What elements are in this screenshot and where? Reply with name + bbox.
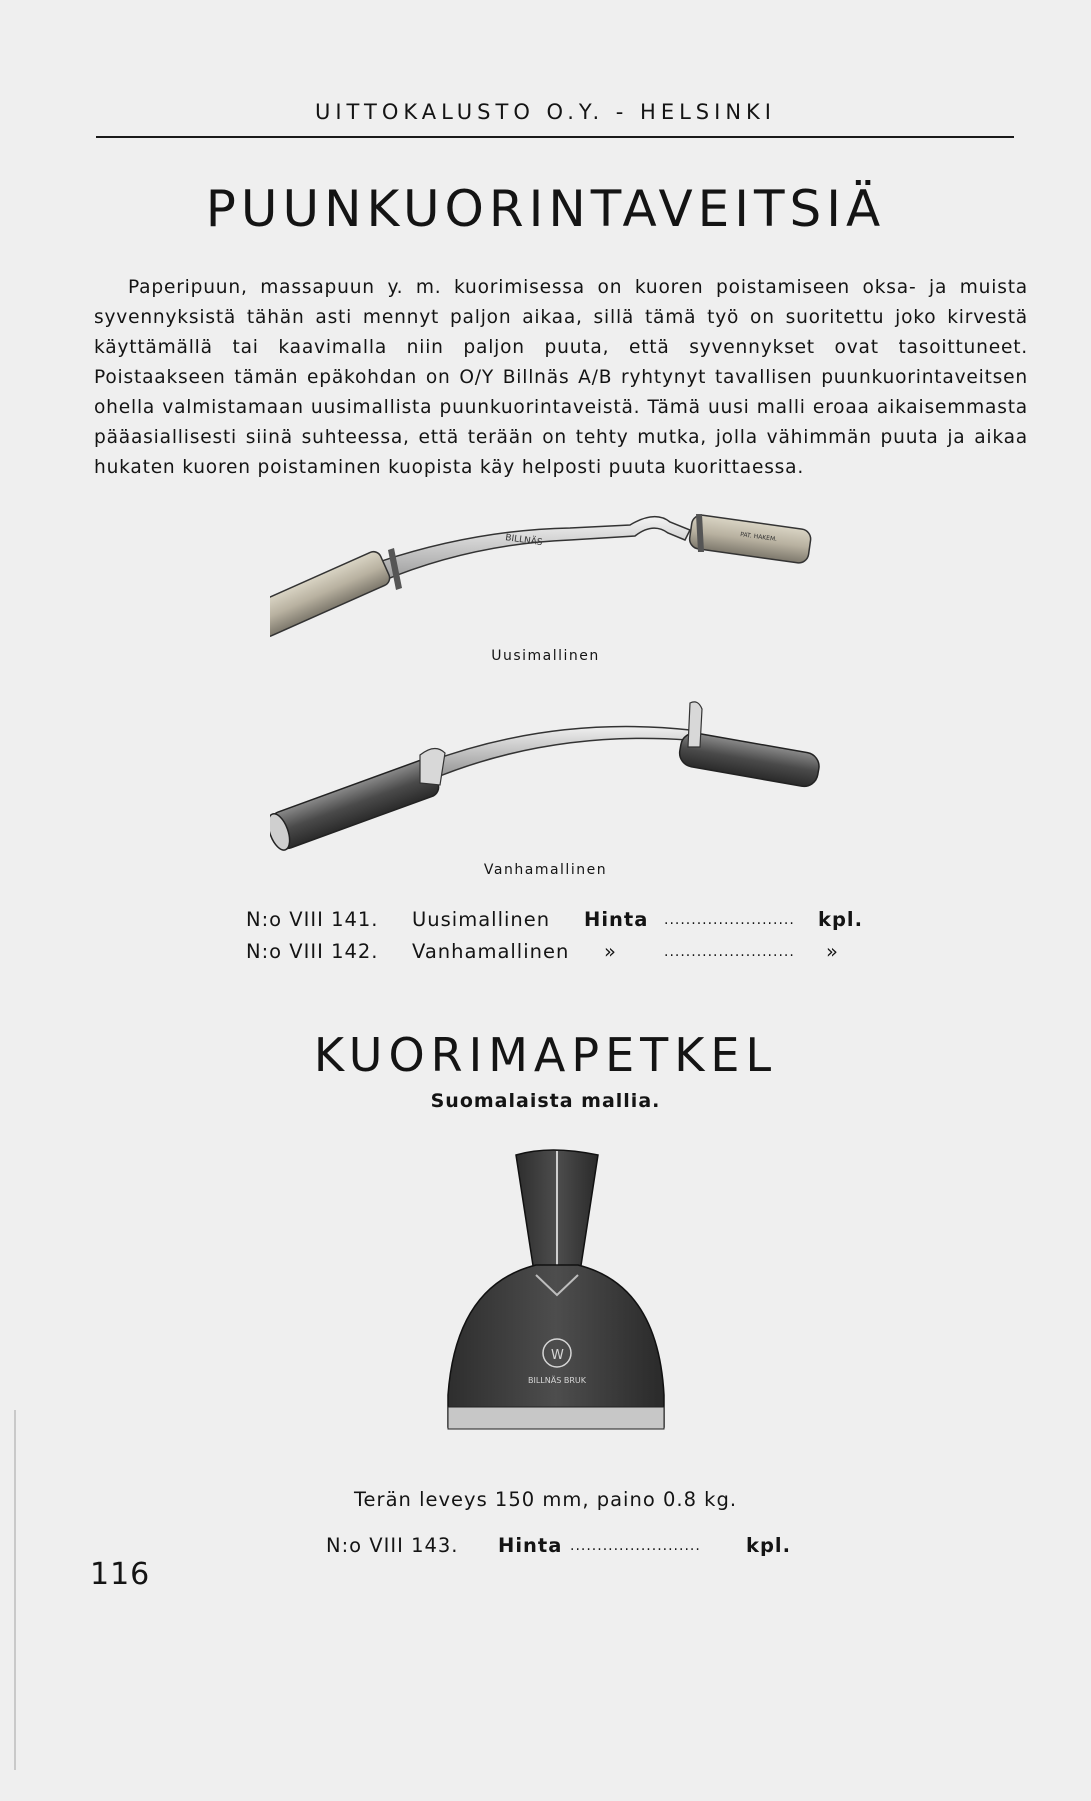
intro-paragraph	[94, 273, 1028, 483]
caption-new-model: Uusimallinen	[491, 648, 600, 664]
product-row-143	[326, 1534, 846, 1562]
binding-edge	[0, 1410, 16, 1770]
price-label: Hinta	[498, 1534, 563, 1557]
product-number: N:o VIII 142.	[246, 940, 379, 963]
product-number: N:o VIII 143.	[326, 1534, 459, 1557]
unit-label: kpl.	[818, 908, 864, 931]
knife-blade	[370, 517, 690, 582]
product-row-141	[246, 908, 866, 936]
blade-marking: BILLNÄS	[504, 533, 544, 549]
scraper-edge	[448, 1407, 664, 1429]
page-number: 116	[90, 1557, 151, 1592]
scraper-blade	[448, 1265, 664, 1427]
header-rule	[96, 136, 1014, 138]
product-row-142	[246, 940, 866, 968]
unit-label: »	[826, 940, 839, 963]
unit-label: kpl.	[746, 1534, 792, 1557]
left-tang	[420, 748, 445, 785]
product-name: Vanhamallinen	[412, 940, 570, 963]
blade-spec: Terän leveys 150 mm, paino 0.8 kg.	[353, 1488, 738, 1511]
knife-blade-old	[420, 727, 690, 780]
section-title-scraper: KUORIMAPETKEL	[313, 1028, 778, 1082]
company-header: UITTOKALUSTO O.Y. - HELSINKI	[314, 100, 777, 124]
product-number: N:o VIII 141.	[246, 908, 379, 931]
bark-scraper-image	[438, 1145, 698, 1455]
price-label: Hinta	[584, 908, 649, 931]
section-subtitle: Suomalaista mallia.	[430, 1090, 661, 1112]
price-dots: ........................	[664, 912, 795, 928]
price-dots: ........................	[570, 1538, 701, 1554]
new-model-knife-image	[270, 500, 830, 650]
caption-old-model: Vanhamallinen	[483, 862, 608, 878]
price-label: »	[604, 940, 617, 963]
product-name: Uusimallinen	[412, 908, 551, 931]
left-handle-old	[270, 757, 441, 853]
handle-marking: PAT. HAKEM.	[739, 531, 778, 544]
price-dots: ........................	[664, 944, 795, 960]
svg-text:W: W	[551, 1348, 564, 1363]
section-title-knives: PUUNKUORINTAVEITSIÄ	[205, 180, 886, 238]
old-model-knife-image	[270, 695, 830, 855]
right-tang	[688, 702, 702, 747]
stamp-text: BILLNÄS BRUK	[528, 1376, 586, 1385]
left-handle	[270, 549, 392, 639]
intro-text: Paperipuun, massapuun y. m. kuorimisessa on kuoren poistamiseen oksa- ja muista syvennyksistä tähän asti mennyt paljon aikaa, sillä tämä työ on suoritettu joko kirvestä käyttämällä tai kaavimalla niin paljon puuta, että syvennykset ovat tasoittuneet. Poistaakseen tämän epäkohdan on O/Y Billnäs A/B ryhtynyt tavallisen puunkuorintaveitsen ohella valmistamaan uusimallista puunkuorintaveistä. Tämä uusi malli eroaa aikaisemmasta pääasiallisesti siinä suhteessa, että terään on tehty mutka, jolla vähimmän puuta ja aikaa hukaten kuoren poistaminen kuopista käy helposti puuta kuorittaessa.	[94, 277, 1028, 478]
